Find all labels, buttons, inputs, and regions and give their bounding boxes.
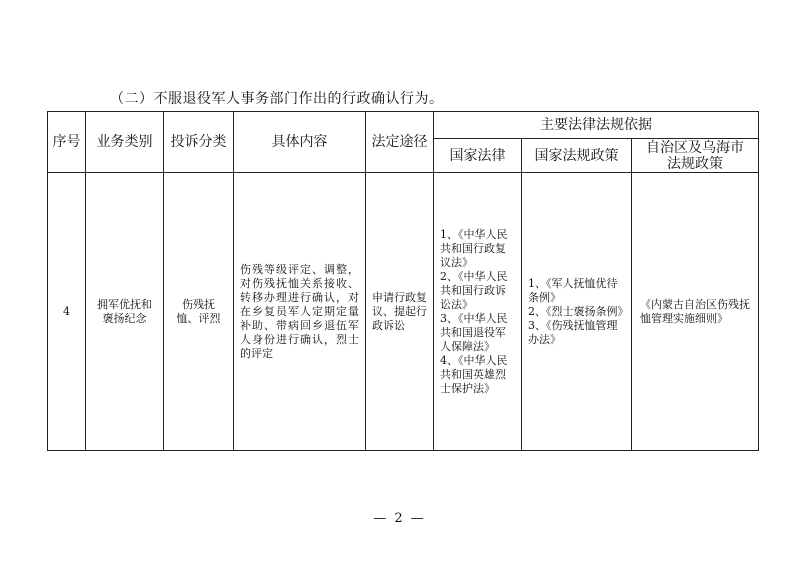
section-heading: （二）不服退役军人事务部门作出的行政确认行为。 bbox=[110, 91, 444, 107]
national-regulation-item: 1、《军人抚恤优待条例》 bbox=[528, 276, 618, 304]
national-law-item: 1、《中华人民共和国行政复议法》 bbox=[440, 227, 508, 269]
header-business-category: 业务类别 bbox=[86, 112, 164, 173]
header-regional-regulation: 自治区及乌海市法规政策 bbox=[632, 139, 759, 173]
table-row bbox=[48, 173, 759, 451]
page-number: — 2 — bbox=[373, 511, 426, 526]
national-law-item: 3、《中华人民共和国退役军人保障法》 bbox=[440, 311, 508, 353]
cell-complaint-category: 伤残抚恤、评烈 bbox=[164, 173, 234, 451]
national-regulation-item: 2、《烈士褒扬条例》 bbox=[528, 304, 629, 318]
cell-business-category: 拥军优抚和褒扬纪念 bbox=[86, 173, 164, 451]
header-row bbox=[48, 112, 759, 139]
national-law-item: 4、《中华人民共和国英雄烈士保护法》 bbox=[440, 353, 508, 395]
cell-seq: 4 bbox=[48, 173, 86, 451]
cell-national-regulation bbox=[522, 173, 632, 451]
national-law-item: 2、《中华人民共和国行政诉讼法》 bbox=[440, 269, 508, 311]
national-regulation-item: 3、《伤残抚恤管理办法》 bbox=[528, 318, 618, 346]
header-seq: 序号 bbox=[48, 112, 86, 173]
header-national-law: 国家法律 bbox=[434, 139, 522, 173]
header-content: 具体内容 bbox=[234, 112, 366, 173]
header-complaint-category: 投诉分类 bbox=[164, 112, 234, 173]
cell-regional-regulation: 《内蒙古自治区伤残抚恤管理实施细则》 bbox=[632, 173, 759, 451]
complaint-table bbox=[47, 111, 759, 451]
header-legal-basis-group: 主要法律法规依据 bbox=[434, 112, 759, 139]
cell-national-law bbox=[434, 173, 522, 451]
cell-legal-channel: 申请行政复议、提起行政诉讼 bbox=[366, 173, 434, 451]
header-national-regulation: 国家法规政策 bbox=[522, 139, 632, 173]
cell-content: 伤残等级评定、调整，对伤残抚恤关系接收、转移办理进行确认，对在乡复员军人定期定量补助、带病回乡退伍军人身份进行确认，烈士的评定 bbox=[234, 173, 366, 451]
header-legal-channel: 法定途径 bbox=[366, 112, 434, 173]
